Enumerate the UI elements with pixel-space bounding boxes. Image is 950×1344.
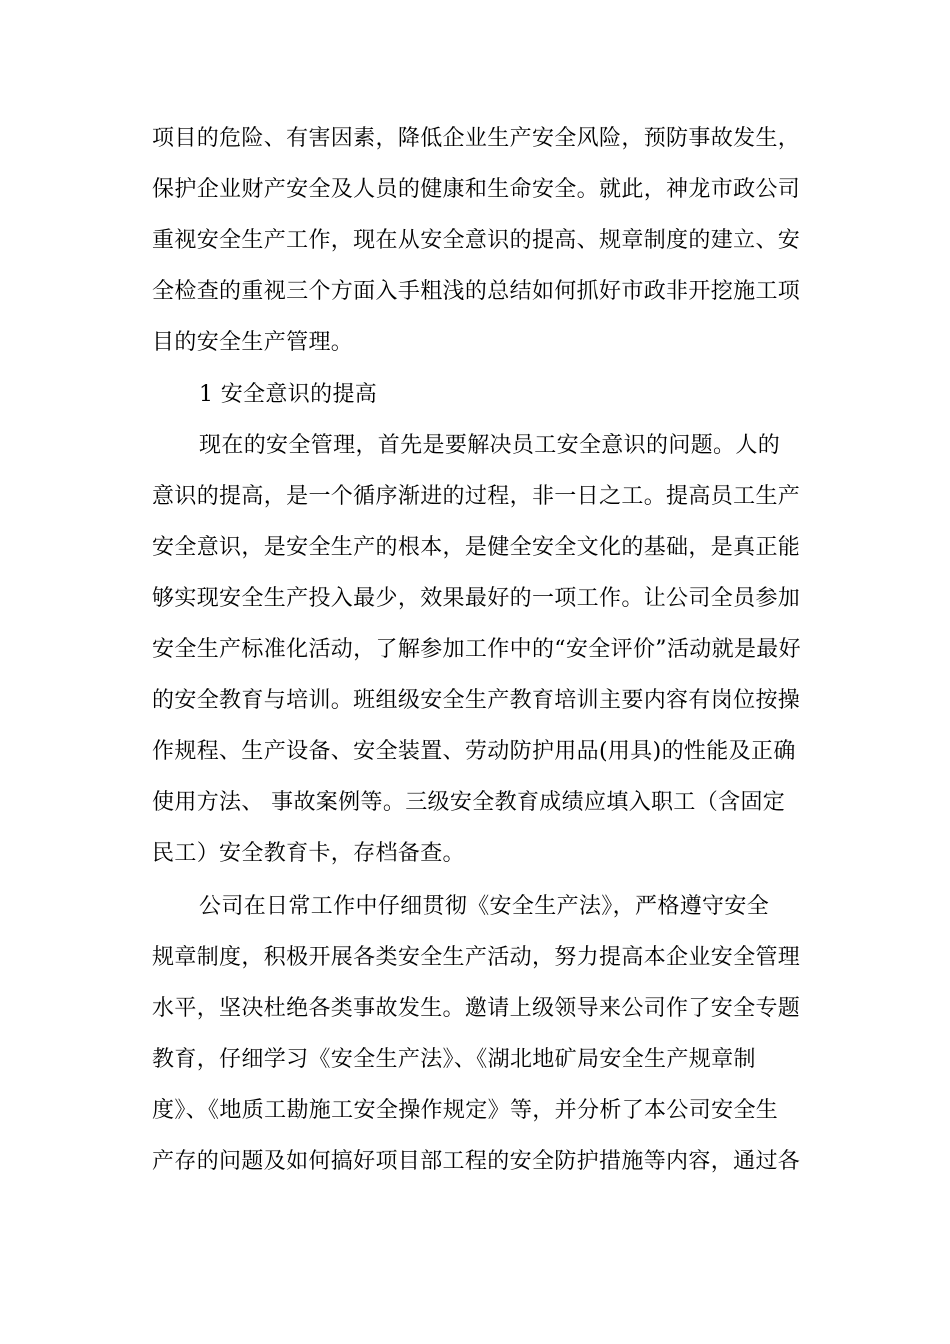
section-heading: 1 安全意识的提高 xyxy=(199,382,378,407)
paragraph-line: 使用方法、 事故案例等。三级安全教育成绩应填入职工（含固定 xyxy=(152,790,786,815)
paragraph-line: 作规程、生产设备、安全装置、劳动防护用品(用具)的性能及正确 xyxy=(152,739,796,764)
paragraph-line: 项目的危险、有害因素，降低企业生产安全风险，预防事故发生， xyxy=(152,126,801,151)
paragraph-line: 保护企业财产安全及人员的健康和生命安全。就此，神龙市政公司 xyxy=(152,177,801,202)
paragraph-line: 公司在日常工作中仔细贯彻《安全生产法》，严格遵守安全 xyxy=(199,894,770,919)
paragraph-line: 安全意识，是安全生产的根本，是健全安全文化的基础，是真正能 xyxy=(152,535,801,560)
paragraph-line: 的安全教育与培训。班组级安全生产教育培训主要内容有岗位按操 xyxy=(152,688,801,713)
paragraph-line: 规章制度，积极开展各类安全生产活动，努力提高本企业安全管理 xyxy=(152,945,801,970)
paragraph-line: 目的安全生产管理。 xyxy=(152,330,354,355)
paragraph-line: 全检查的重视三个方面入手粗浅的总结如何抓好市政非开挖施工项 xyxy=(152,279,801,304)
paragraph-line: 民工）安全教育卡，存档备查。 xyxy=(152,841,465,866)
paragraph-line: 教育，仔细学习《安全生产法》、《湖北地矿局安全生产规章制 xyxy=(152,1047,756,1072)
paragraph-line: 意识的提高，是一个循序渐进的过程，非一日之工。提高员工生产 xyxy=(152,484,801,509)
paragraph-line: 现在的安全管理，首先是要解决员工安全意识的问题。人的 xyxy=(199,433,781,458)
paragraph-line: 重视安全生产工作，现在从安全意识的提高、规章制度的建立、安 xyxy=(152,228,801,253)
paragraph-line: 安全生产标准化活动，了解参加工作中的“安全评价”活动就是最好 xyxy=(152,637,801,662)
paragraph-line: 产存的问题及如何搞好项目部工程的安全防护措施等内容，通过各 xyxy=(152,1149,801,1174)
paragraph-line: 够实现安全生产投入最少，效果最好的一项工作。让公司全员参加 xyxy=(152,586,801,611)
paragraph-line: 水平，坚决杜绝各类事故发生。邀请上级领导来公司作了安全专题 xyxy=(152,996,801,1021)
paragraph-line: 度》、《地质工勘施工安全操作规定》等，并分析了本公司安全生 xyxy=(152,1098,779,1123)
